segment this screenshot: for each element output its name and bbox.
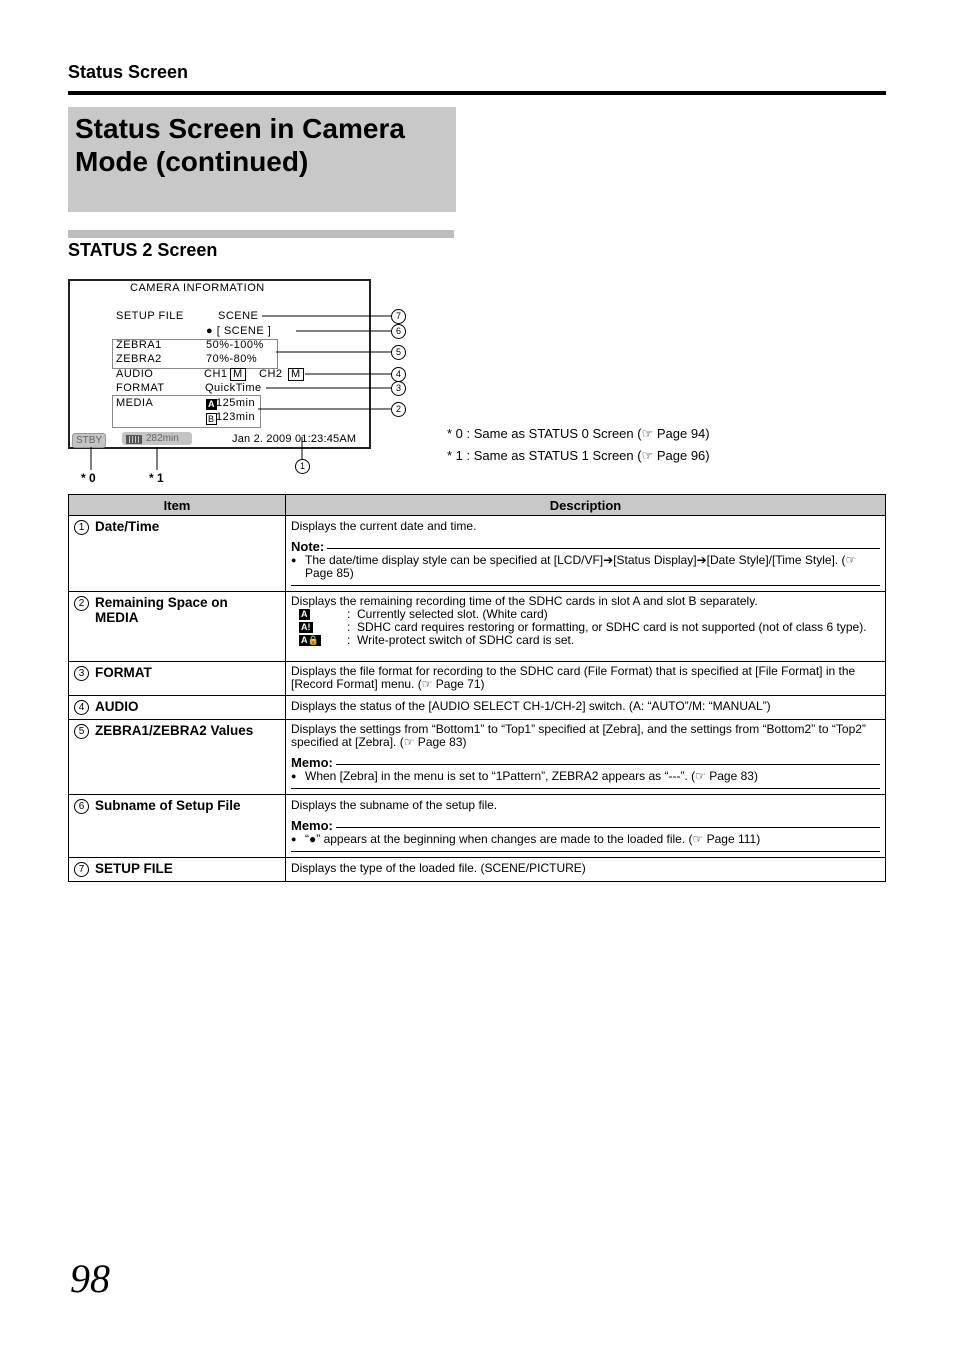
desc-text: Displays the subname of the setup file.	[291, 798, 498, 812]
item-label: FORMAT	[95, 665, 152, 680]
slot-b-icon: B	[208, 414, 215, 424]
item-number: 2	[74, 596, 89, 611]
zebra2-value: 70%-80%	[206, 353, 258, 365]
item-cell	[69, 720, 286, 795]
table-row	[69, 795, 886, 858]
desc-cell	[286, 795, 886, 858]
footnote-0: * 0 : Same as STATUS 0 Screen (☞ Page 94)	[447, 426, 710, 441]
audio-ch2: CH2	[259, 368, 283, 380]
zebra2-label: ZEBRA2	[116, 353, 162, 365]
table-row	[69, 516, 886, 592]
zebra1-label: ZEBRA1	[116, 339, 162, 351]
subtitle: STATUS 2 Screen	[68, 240, 218, 260]
slot-a-icon: A	[208, 399, 215, 409]
desc-cell	[286, 592, 886, 662]
star-0-label: * 0	[81, 471, 96, 485]
media-label: MEDIA	[116, 397, 154, 409]
media-b: 123min	[216, 411, 256, 423]
page-number: 98	[70, 1256, 110, 1301]
desc-cell	[286, 720, 886, 795]
screen-heading: CAMERA INFORMATION	[130, 282, 265, 294]
desc-cell	[286, 696, 886, 720]
desc-text: Displays the remaining recording time of the SDHC cards in slot A and slot B separately.	[291, 594, 758, 608]
audio-ch2-mode: M	[288, 368, 304, 381]
table-row	[69, 858, 886, 882]
item-number: 3	[74, 666, 89, 681]
note-end-rule	[291, 585, 880, 586]
description-table	[68, 494, 886, 882]
desc-text: Displays the file format for recording to the SDHC card (File Format) that is specified at [File Format] in the [Record Format] menu. (☞ Page 71)	[291, 664, 856, 691]
col-desc-header: Description	[286, 495, 886, 516]
table-header-row	[69, 495, 886, 516]
desc-text: Displays the status of the [AUDIO SELECT CH-1/CH-2] switch. (A: “AUTO”/M: “MANUAL”)	[291, 699, 771, 713]
memo-heading: Memo:	[291, 755, 880, 770]
format-value: QuickTime	[205, 382, 262, 394]
battery-remaining: 282min	[146, 433, 179, 444]
item-label: SETUP FILE	[95, 861, 173, 876]
footnote-1: * 1 : Same as STATUS 1 Screen (☞ Page 96)	[447, 448, 710, 463]
audio-label: AUDIO	[116, 368, 154, 380]
page-title: Status Screen in Camera Mode (continued)	[75, 113, 405, 177]
item-label: AUDIO	[95, 699, 139, 714]
col-item-header: Item	[69, 495, 286, 516]
audio-ch1: CH1	[204, 368, 228, 380]
memo-end-rule	[291, 788, 880, 789]
section-header: Status Screen	[68, 62, 189, 82]
callout-6: 6	[391, 324, 406, 339]
setup-file-label: SETUP FILE	[116, 310, 184, 322]
item-cell	[69, 592, 286, 662]
callout-4: 4	[391, 367, 406, 382]
slot-protect-row: A🔒 : Write-protect switch of SDHC card is set.	[301, 633, 575, 647]
stby-badge: STBY	[72, 433, 106, 448]
setup-subname: ● [ SCENE ]	[206, 325, 272, 337]
item-number: 5	[74, 724, 89, 739]
callout-5: 5	[391, 345, 406, 360]
media-a: 125min	[216, 397, 256, 409]
item-cell	[69, 662, 286, 696]
table-row	[69, 720, 886, 795]
item-label: ZEBRA1/ZEBRA2 Values	[95, 723, 254, 738]
format-label: FORMAT	[116, 382, 165, 394]
desc-cell	[286, 516, 886, 592]
desc-text: Displays the type of the loaded file. (SCENE/PICTURE)	[291, 861, 586, 875]
callout-1: 1	[295, 459, 310, 474]
item-label: Subname of Setup File	[95, 798, 241, 813]
item-label: Remaining Space on MEDIA	[95, 595, 228, 625]
screen-datetime: Jan 2. 2009 01:23:45AM	[232, 433, 357, 445]
callout-7: 7	[391, 309, 406, 324]
callout-leaders	[0, 0, 954, 500]
note-heading: Note:	[291, 539, 880, 554]
desc-cell	[286, 858, 886, 882]
table-row	[69, 592, 886, 662]
desc-text: Displays the settings from “Bottom1” to “Top1” specified at [Zebra], and the settings from “Bottom2” to “Top2” specified at [Zebra]. (☞ Page 83)	[291, 722, 866, 749]
item-number: 6	[74, 799, 89, 814]
slot-error-row: A! : SDHC card requires restoring or formatting, or SDHC card is not supported (not of class 6 type).	[301, 620, 867, 634]
desc-text: Displays the current date and time.	[291, 519, 477, 533]
item-cell	[69, 516, 286, 592]
item-cell	[69, 696, 286, 720]
callout-2: 2	[391, 402, 406, 417]
memo-heading: Memo:	[291, 818, 880, 833]
callout-3: 3	[391, 381, 406, 396]
star-1-label: * 1	[149, 471, 164, 485]
memo-text: ● “●” appears at the beginning when changes are made to the loaded file. (☞ Page 111)	[291, 833, 880, 846]
table-row	[69, 696, 886, 720]
setup-file-value: SCENE	[218, 310, 259, 322]
slot-warning-icon: A!	[301, 622, 311, 632]
table-row	[69, 662, 886, 696]
audio-ch1-mode: M	[230, 368, 246, 381]
memo-end-rule	[291, 851, 880, 852]
item-cell	[69, 795, 286, 858]
item-number: 1	[74, 520, 89, 535]
memo-text: ● When [Zebra] in the menu is set to “1Pattern”, ZEBRA2 appears as “---”. (☞ Page 83)	[291, 770, 880, 783]
slot-selected-row: A : Currently selected slot. (White card)	[301, 607, 548, 621]
zebra1-value: 50%-100%	[206, 339, 264, 351]
item-number: 7	[74, 862, 89, 877]
slot-lock-icon: A🔒	[301, 635, 319, 645]
item-cell	[69, 858, 286, 882]
desc-cell	[286, 662, 886, 696]
item-number: 4	[74, 700, 89, 715]
note-text: ● The date/time display style can be specified at [LCD/VF]➔[Status Display]➔[Date Style]/[Time Style]. (☞ Page 85)	[291, 554, 880, 580]
slot-a-icon: A	[301, 609, 308, 619]
item-label: Date/Time	[95, 519, 160, 534]
